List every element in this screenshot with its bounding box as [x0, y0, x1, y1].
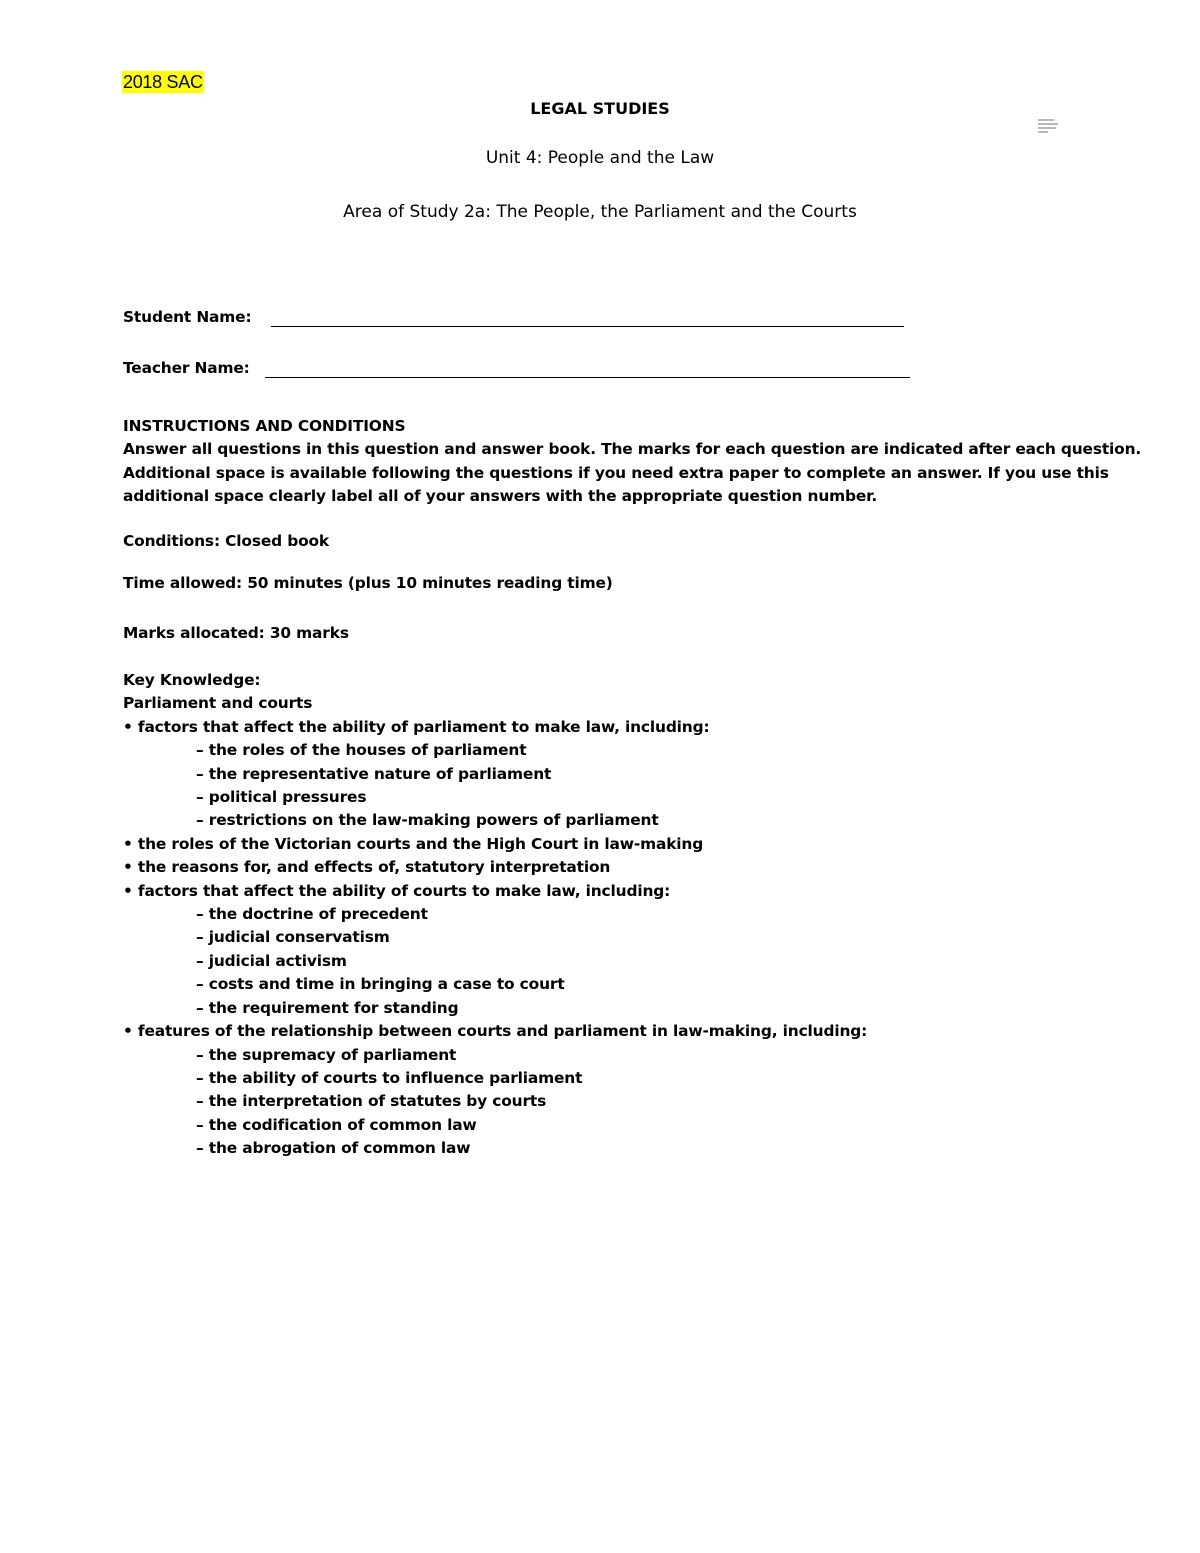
instructions-line: Additional space is available following the questions if you need extra paper to complete an answer. If you use this [123, 463, 1109, 482]
conditions-text: Conditions: Closed book [123, 532, 330, 550]
key-knowledge-item: • factors that affect the ability of parliament to make law, including: [123, 717, 710, 736]
marks-allocated-text: Marks allocated: 30 marks [123, 624, 349, 642]
instructions-line: additional space clearly label all of your answers with the appropriate question number. [123, 487, 878, 506]
key-knowledge-subitem: – the doctrine of precedent [196, 905, 428, 924]
key-knowledge-item: • features of the relationship between courts and parliament in law-making, including: [123, 1022, 868, 1041]
key-knowledge-subitem: – restrictions on the law-making powers of parliament [196, 811, 659, 830]
instructions-section [123, 415, 1142, 509]
document-title: LEGAL STUDIES [530, 99, 670, 118]
key-knowledge-item: • the roles of the Victorian courts and the High Court in law-making [123, 834, 704, 853]
key-knowledge-subitem: – the supremacy of parliament [196, 1045, 457, 1064]
area-of-study-subtitle: Area of Study 2a: The People, the Parliament and the Courts [343, 202, 857, 222]
key-knowledge-subitem: – the roles of the houses of parliament [196, 741, 527, 760]
key-knowledge-subitem: – the codification of common law [196, 1115, 477, 1134]
key-knowledge-heading: Key Knowledge: [123, 671, 261, 689]
key-knowledge-subitem: – the abrogation of common law [196, 1139, 471, 1158]
unit-subtitle: Unit 4: People and the Law [485, 148, 715, 168]
key-knowledge-item: • the reasons for, and effects of, statutory interpretation [123, 858, 611, 877]
student-name-label: Student Name: [123, 308, 252, 326]
key-knowledge-subitem: – the interpretation of statutes by courts [196, 1092, 547, 1111]
student-name-field[interactable] [271, 311, 904, 327]
marks-allocated-section [123, 622, 1103, 645]
key-knowledge-subheading: Parliament and courts [123, 694, 313, 713]
teacher-name-label: Teacher Name: [123, 359, 250, 377]
conditions-section [123, 530, 1103, 553]
instructions-line: Answer all questions in this question and answer book. The marks for each question are indicated after each question. [123, 440, 1142, 459]
sac-year-tag: 2018 SAC [123, 72, 203, 92]
key-knowledge-item: • factors that affect the ability of courts to make law, including: [123, 881, 671, 900]
instructions-heading: INSTRUCTIONS AND CONDITIONS [123, 417, 406, 435]
key-knowledge-subitem: – political pressures [196, 788, 367, 807]
key-knowledge-subitem: – the ability of courts to influence parliament [196, 1068, 583, 1087]
document-outline-icon [1038, 119, 1060, 137]
key-knowledge-subitem: – judicial conservatism [196, 928, 390, 947]
teacher-name-field[interactable] [265, 362, 910, 378]
key-knowledge-subitem: – costs and time in bringing a case to court [196, 975, 565, 994]
key-knowledge-subitem: – the requirement for standing [196, 998, 459, 1017]
time-allowed-text: Time allowed: 50 minutes (plus 10 minutes reading time) [123, 574, 613, 592]
key-knowledge-section [123, 669, 1103, 1161]
time-allowed-section [123, 572, 1103, 595]
key-knowledge-subitem: – the representative nature of parliament [196, 764, 552, 783]
key-knowledge-subitem: – judicial activism [196, 951, 347, 970]
